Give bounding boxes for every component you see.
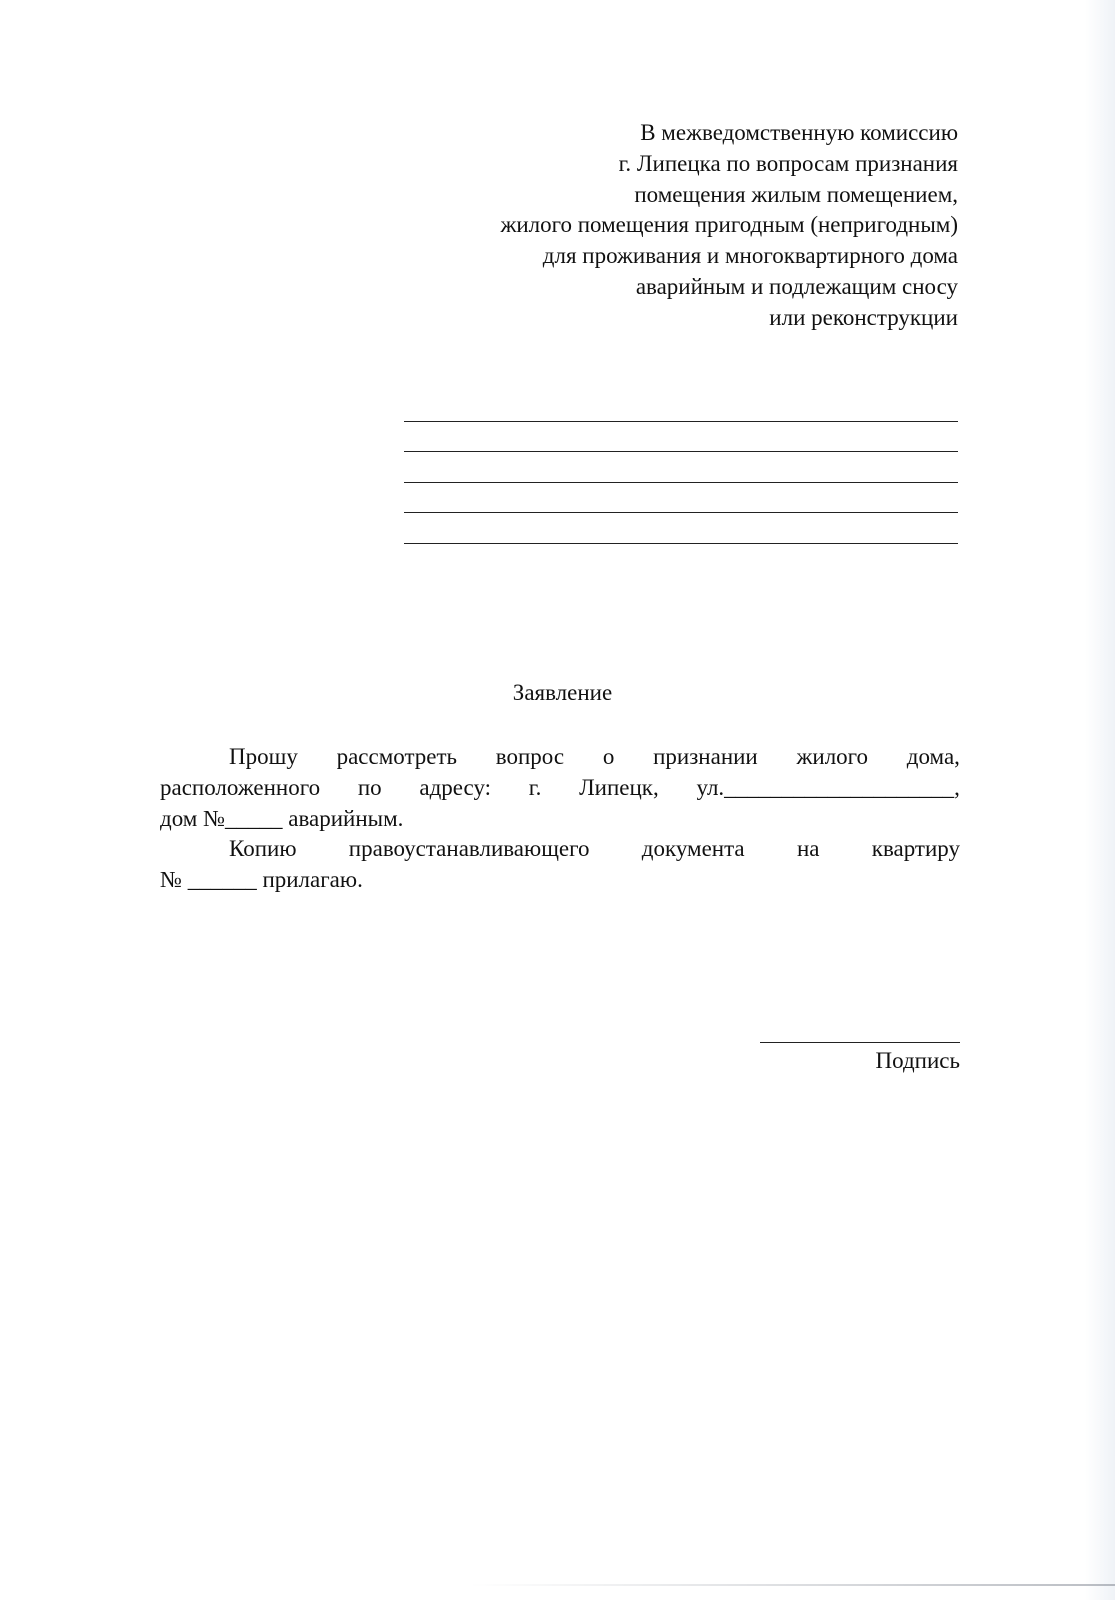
sender-blank-line[interactable] (404, 452, 958, 483)
paragraph-2-line-2: № ______ прилагаю. (160, 867, 363, 893)
sender-blank-line[interactable] (404, 483, 958, 514)
word: расположенного (160, 774, 321, 800)
scan-bottom-edge (470, 1584, 1115, 1586)
addressee-block (380, 118, 958, 334)
word: квартиру (871, 836, 960, 862)
word: вопрос (495, 744, 565, 769)
word: г. (528, 774, 542, 800)
word: на (796, 836, 820, 862)
sender-blank-line[interactable] (404, 391, 958, 422)
word: дома, (906, 744, 960, 769)
street-field[interactable]: ул.____________________, (696, 774, 960, 800)
signature-block (760, 1018, 960, 1074)
addressee-line: помещения жилым помещением, (634, 181, 958, 207)
signature-line[interactable] (760, 1018, 960, 1043)
addressee-line: или реконструкции (769, 304, 958, 330)
word: признании (653, 744, 758, 769)
scan-edge-shadow (1085, 0, 1115, 1600)
word: правоустанавливающего (348, 836, 590, 862)
word: Липецк, (579, 774, 659, 800)
signature-label: Подпись (875, 1048, 960, 1073)
paragraph-1-line-3: дом №_____ аварийным. (160, 805, 404, 831)
word: о (602, 744, 615, 769)
statement-body (160, 742, 960, 896)
document-title: Заявление (512, 680, 613, 705)
word: Прошу (229, 744, 298, 769)
word: рассмотреть (336, 744, 458, 769)
word: документа (641, 836, 745, 862)
paragraph-1-line-1 (160, 742, 960, 773)
word: Копию (229, 836, 297, 862)
sender-blank-line[interactable] (404, 513, 958, 544)
paragraph-1-line-2 (160, 773, 960, 804)
addressee-line: жилого помещения пригодным (непригодным) (500, 212, 958, 238)
addressee-line: аварийным и подлежащим сносу (635, 273, 958, 299)
paragraph-2-line-1 (160, 834, 960, 865)
addressee-line: для проживания и многоквартирного дома (542, 243, 958, 269)
word: по (357, 774, 382, 800)
sender-blank-line[interactable] (404, 422, 958, 453)
word: адресу: (419, 774, 492, 800)
sender-info-fields (404, 391, 958, 544)
addressee-line: В межведомственную комиссию (640, 120, 958, 145)
word: жилого (796, 744, 869, 769)
addressee-line: г. Липецка по вопросам признания (618, 150, 958, 176)
